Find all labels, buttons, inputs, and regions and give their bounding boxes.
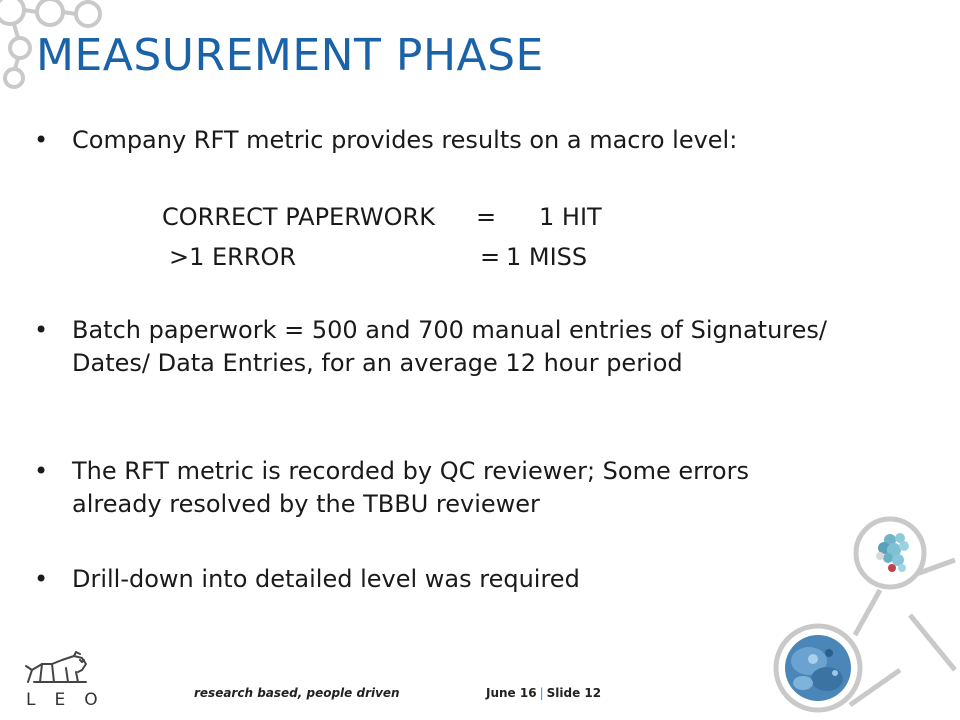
leo-logo-text: LEO [26, 690, 117, 710]
bullet-item [34, 124, 834, 157]
bullet-item [34, 563, 834, 596]
formula-left: >1 ERROR [169, 243, 297, 271]
bullet-dot: • [34, 457, 49, 485]
footer-slide-number: Slide 12 [546, 686, 602, 700]
footer-separator: | [539, 686, 544, 700]
bullet-text: Drill-down into detailed level was required [72, 565, 580, 593]
bullet-dot: • [34, 126, 49, 154]
bullet-item [34, 455, 834, 521]
footer-tagline: research based, people driven [194, 686, 400, 700]
formula-right: 1 MISS [506, 243, 588, 271]
formula-left: CORRECT PAPERWORK [162, 203, 435, 231]
footer-meta [486, 686, 601, 700]
bullet-item [34, 314, 834, 380]
formula-operator: = [480, 243, 501, 271]
cell-image-icon [783, 633, 853, 703]
leo-lion-logo-icon [22, 648, 94, 690]
molecule-icon [866, 526, 922, 582]
formula-operator: = [476, 203, 497, 231]
formula-right: 1 HIT [539, 203, 602, 231]
bullet-dot: • [34, 316, 49, 344]
footer-date: June 16 [486, 686, 537, 700]
slide-title: MEASUREMENT PHASE [36, 30, 544, 81]
bullet-dot: • [34, 565, 49, 593]
bullet-text: The RFT metric is recorded by QC reviewer; Some errors already resolved by the TBBU reviewer [72, 457, 749, 518]
bullet-text: Company RFT metric provides results on a macro level: [72, 126, 738, 154]
bullet-text: Batch paperwork = 500 and 700 manual entries of Signatures/ Dates/ Data Entries, for an average 12 hour period [72, 316, 827, 377]
